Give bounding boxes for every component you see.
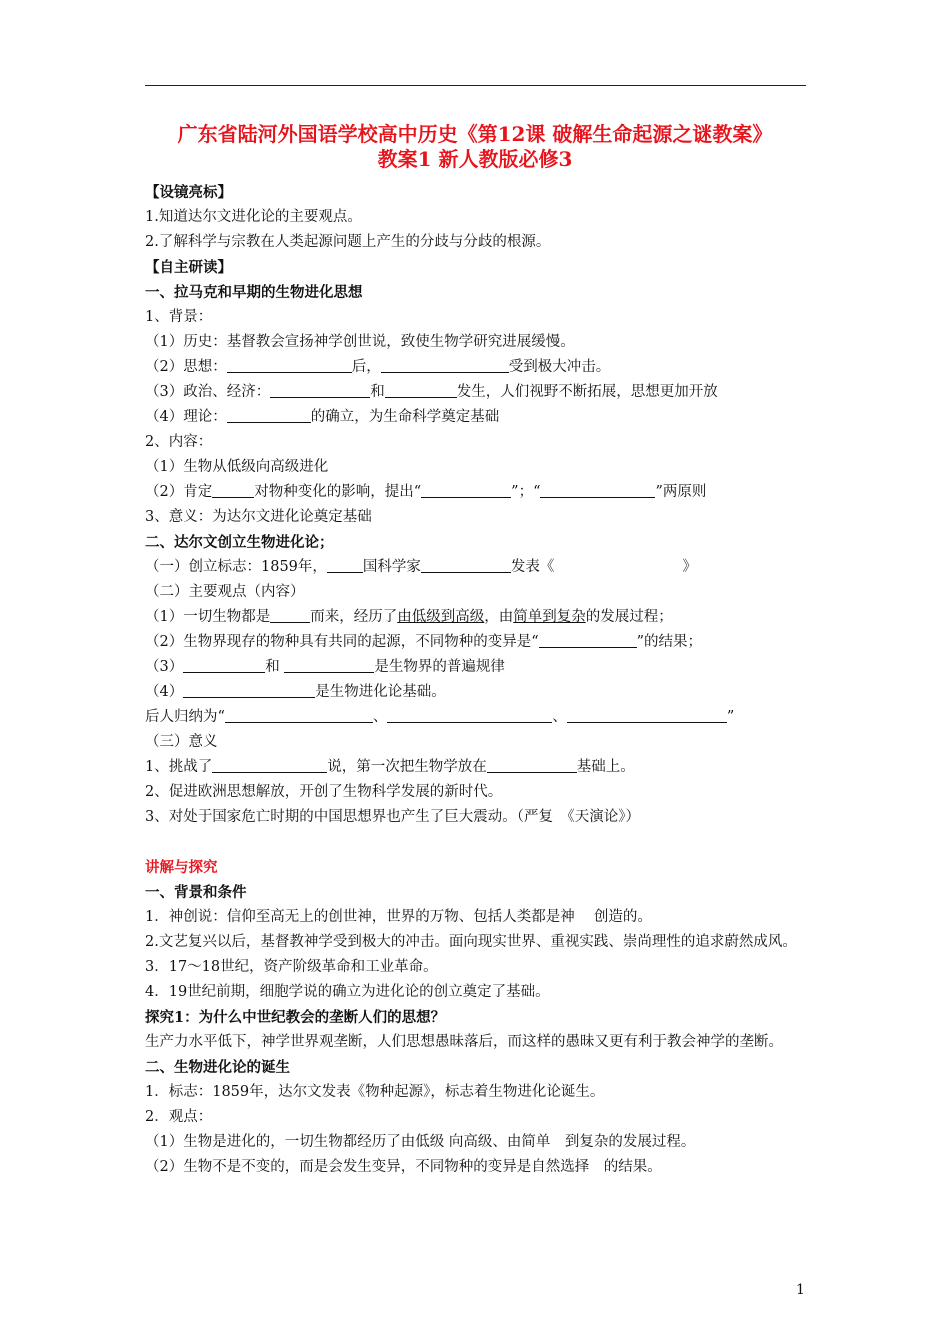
text: 发表《 [510, 559, 555, 575]
text: 的发展过程； [585, 609, 673, 625]
spacer [145, 830, 810, 855]
answer-blank[interactable] [567, 707, 727, 723]
text: （4） [145, 684, 184, 700]
fill-line [145, 605, 810, 630]
answer-blank[interactable] [183, 682, 315, 698]
text-line: 2、内容： [145, 434, 213, 450]
document-body [145, 180, 810, 1180]
answer-blank[interactable] [183, 657, 265, 673]
text: （4）理论： [145, 409, 227, 425]
underlined-text: 简单到复杂 [513, 609, 586, 625]
section-heading: 讲解与探究 [145, 859, 218, 876]
doc-title-line-1: 广东省陆河外国语学校高中历史《第12课 破解生命起源之谜教案》 [177, 122, 773, 146]
text: 基础上。 [576, 759, 635, 775]
text-line: 3、对处于国家危亡时期的中国思想界也产生了巨大震动。（严复 《天演论》） [145, 809, 640, 825]
text: （3）政治、经济： [145, 384, 271, 400]
text: 是生物界的普遍规律 [374, 659, 505, 675]
text: 对物种变化的影响，提出“ [254, 484, 422, 500]
text: ”两原则 [655, 484, 707, 500]
subsection-heading: 二、生物进化论的诞生 [145, 1059, 290, 1076]
answer-blank[interactable] [270, 382, 370, 398]
fill-line [145, 705, 810, 730]
text: （2）生物界现存的物种具有共同的起源，不同物种的变异是“ [145, 634, 539, 650]
fill-line [145, 680, 810, 705]
subsection-heading: 二、达尔文创立生物进化论； [145, 534, 334, 551]
inquiry-answer: 生产力水平低下，神学世界观垄断，人们思想愚昧落后，而这样的愚昧又更有利于教会神学的垄断。 [145, 1034, 783, 1050]
text: 后， [351, 359, 381, 375]
text: 国科学家 [362, 559, 421, 575]
answer-blank[interactable] [381, 357, 509, 373]
answer-blank[interactable] [284, 657, 374, 673]
answer-blank[interactable] [227, 407, 311, 423]
answer-blank[interactable] [327, 557, 363, 573]
answer-blank[interactable] [421, 482, 511, 498]
answer-blank[interactable] [225, 707, 373, 723]
answer-blank[interactable] [387, 707, 552, 723]
text: 发生，人们视野不断拓展，思想更加开放 [456, 384, 718, 400]
answer-blank[interactable] [421, 557, 511, 573]
text: 是生物进化论基础。 [315, 684, 446, 700]
answer-blank[interactable] [227, 357, 352, 373]
text: 1、挑战了 [145, 759, 213, 775]
text-paragraph: 2.文艺复兴以后，基督教神学受到极大的冲击。面向现实世界、重视实践、崇尚理性的追求蔚然成风。 [145, 934, 797, 950]
text-line: 1．神创说：信仰至高无上的创世神，世界的万物、包括人类都是神 创造的。 [145, 909, 652, 925]
text: （2）肯定 [145, 484, 213, 500]
answer-blank[interactable] [539, 632, 637, 648]
text: 而来，经历了 [310, 609, 398, 625]
text: ”的结果； [636, 634, 703, 650]
fill-line [145, 480, 810, 505]
fill-line [145, 630, 810, 655]
fill-line [145, 755, 810, 780]
text: 》 [682, 559, 697, 575]
page-number: 1 [796, 1282, 805, 1298]
objective-item: 1.知道达尔文进化论的主要观点。 [145, 209, 362, 225]
text-line: （2）生物不是不变的，而是会发生变异，不同物种的变异是自然选择 的结果。 [145, 1159, 662, 1175]
text-line: （三）意义 [145, 734, 218, 750]
fill-line [145, 655, 810, 680]
underlined-text: 由低级到高级 [397, 609, 485, 625]
text: （1）一切生物都是 [145, 609, 271, 625]
text-line: 2．观点： [145, 1109, 213, 1125]
fill-line [145, 405, 810, 430]
text: 和 [370, 384, 385, 400]
answer-blank[interactable] [212, 482, 254, 498]
doc-title-line-2: 教案1 新人教版必修3 [377, 147, 573, 171]
text: （2）思想： [145, 359, 227, 375]
text-line: 1．标志：1859年，达尔文发表《物种起源》，标志着生物进化论诞生。 [145, 1084, 605, 1100]
text: 的确立，为生命科学奠定基础 [310, 409, 500, 425]
text: 、 [552, 709, 567, 725]
text: （3） [145, 659, 184, 675]
section-heading: 【设镜亮标】 [145, 184, 232, 201]
text-line: 3、意义：为达尔文进化论奠定基础 [145, 509, 372, 525]
text: 、 [372, 709, 388, 725]
text-line: （1）生物是进化的，一切生物都经历了由低级 向高级、由简单 到复杂的发展过程。 [145, 1134, 696, 1150]
answer-blank[interactable] [540, 482, 655, 498]
answer-blank[interactable] [385, 382, 457, 398]
inquiry-question: 探究1：为什么中世纪教会的垄断人们的思想？ [145, 1009, 446, 1026]
fill-line [145, 355, 810, 380]
text-line: （1）生物从低级向高级进化 [145, 459, 329, 475]
text: 和 [265, 659, 285, 675]
fill-line [145, 380, 810, 405]
text: 受到极大冲击。 [508, 359, 611, 375]
subsection-heading: 一、拉马克和早期的生物进化思想 [145, 284, 363, 301]
text: （一）创立标志：1859年， [145, 559, 327, 575]
text-line: 1、背景： [145, 309, 213, 325]
text: ”；“ [511, 484, 541, 500]
objective-item: 2.了解科学与宗教在人类起源问题上产生的分歧与分歧的根源。 [145, 234, 551, 250]
fill-line [145, 555, 810, 580]
text-line: 4．19世纪前期，细胞学说的确立为进化论的创立奠定了基础。 [145, 984, 550, 1000]
text: ，由 [484, 609, 514, 625]
answer-blank[interactable] [487, 757, 577, 773]
section-heading: 【自主研读】 [145, 259, 232, 276]
answer-blank[interactable] [212, 757, 327, 773]
subsection-heading: 一、背景和条件 [145, 884, 247, 901]
header-rule [145, 85, 806, 86]
answer-blank[interactable] [270, 607, 310, 623]
text: 说，第一次把生物学放在 [327, 759, 487, 775]
text-line: （二）主要观点（内容） [145, 584, 305, 600]
text-line: （1）历史：基督教会宣扬神学创世说，致使生物学研究进展缓慢。 [145, 334, 575, 350]
text-line: 3．17～18世纪，资产阶级革命和工业革命。 [145, 959, 438, 975]
text-line: 2、促进欧洲思想解放，开创了生物科学发展的新时代。 [145, 784, 503, 800]
text: ” [726, 709, 735, 725]
text: 后人归纳为“ [145, 709, 225, 725]
